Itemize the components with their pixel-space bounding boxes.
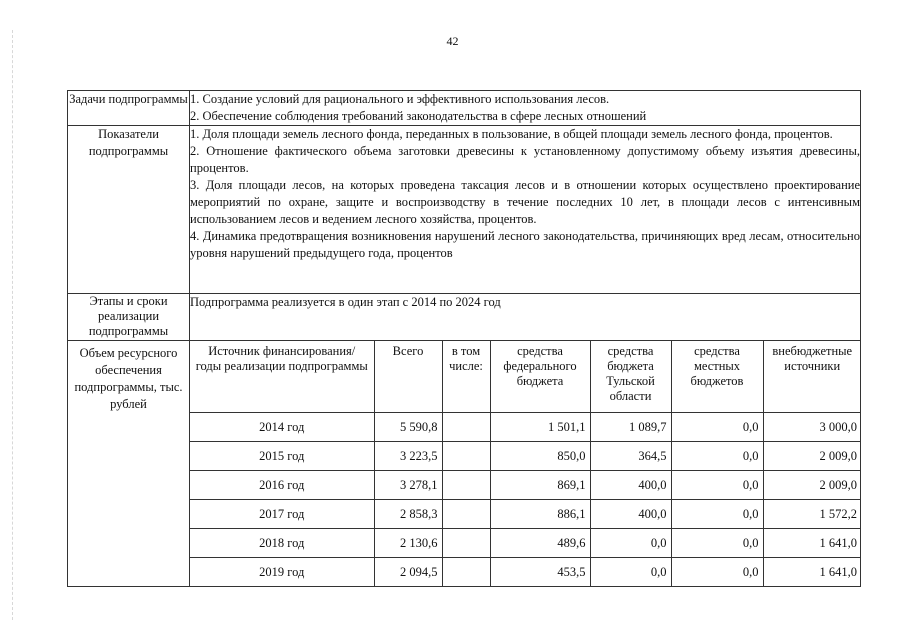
federal-value: 850,0 bbox=[490, 442, 590, 471]
task-item: 2. Обеспечение соблюдения требований законодательства в сфере лесных отношений bbox=[190, 109, 647, 123]
header-regional: средства бюджета Тульской области bbox=[590, 341, 671, 413]
page-margin-rule bbox=[12, 30, 13, 620]
subprogram-passport-table bbox=[67, 90, 861, 587]
indicators-label: Показатели подпрограммы bbox=[68, 126, 190, 294]
including-value bbox=[442, 442, 490, 471]
regional-value: 0,0 bbox=[590, 558, 671, 587]
page-number: 42 bbox=[446, 34, 459, 48]
including-value bbox=[442, 558, 490, 587]
funding-header-row bbox=[190, 341, 861, 413]
header-source: Источник финансирования/ годы реализации подпрограммы bbox=[190, 341, 374, 413]
funding-year-row bbox=[190, 558, 861, 587]
total-value: 2 858,3 bbox=[374, 500, 442, 529]
indicators-content bbox=[190, 126, 861, 294]
tasks-row bbox=[68, 91, 861, 126]
local-value: 0,0 bbox=[671, 471, 763, 500]
funding-year-row bbox=[190, 529, 861, 558]
header-extrabudgetary: внебюджетные источники bbox=[763, 341, 861, 413]
including-value bbox=[442, 529, 490, 558]
stages-content: Подпрограмма реализуется в один этап с 2014 по 2024 год bbox=[190, 294, 861, 341]
funding-year-row bbox=[190, 442, 861, 471]
year-label: 2014 год bbox=[190, 413, 374, 442]
federal-value: 489,6 bbox=[490, 529, 590, 558]
federal-value: 453,5 bbox=[490, 558, 590, 587]
funding-table bbox=[190, 341, 861, 586]
indicator-item: 4. Динамика предотвращения возникновения нарушений лесного законодательства, причиняющих вред лесам, относительно уровня нарушений предыдущего года, процентов bbox=[190, 229, 860, 260]
local-value: 0,0 bbox=[671, 442, 763, 471]
stages-label: Этапы и сроки реализации подпрограммы bbox=[68, 294, 190, 341]
including-value bbox=[442, 413, 490, 442]
total-value: 2 094,5 bbox=[374, 558, 442, 587]
federal-value: 886,1 bbox=[490, 500, 590, 529]
funding-row bbox=[68, 341, 861, 587]
stages-row bbox=[68, 294, 861, 341]
total-value: 2 130,6 bbox=[374, 529, 442, 558]
funding-label: Объем ресурсного обеспечения подпрограммы, тыс. рублей bbox=[68, 341, 190, 587]
funding-year-row bbox=[190, 413, 861, 442]
extrabudgetary-value: 1 641,0 bbox=[763, 558, 861, 587]
tasks-content bbox=[190, 91, 861, 126]
extrabudgetary-value: 2 009,0 bbox=[763, 471, 861, 500]
local-value: 0,0 bbox=[671, 413, 763, 442]
federal-value: 869,1 bbox=[490, 471, 590, 500]
header-federal: средства федерального бюджета bbox=[490, 341, 590, 413]
total-value: 5 590,8 bbox=[374, 413, 442, 442]
header-local: средства местных бюджетов bbox=[671, 341, 763, 413]
year-label: 2016 год bbox=[190, 471, 374, 500]
regional-value: 364,5 bbox=[590, 442, 671, 471]
funding-year-row bbox=[190, 500, 861, 529]
extrabudgetary-value: 1 572,2 bbox=[763, 500, 861, 529]
task-item: 1. Создание условий для рационального и эффективного использования лесов. bbox=[190, 92, 610, 106]
total-value: 3 278,1 bbox=[374, 471, 442, 500]
regional-value: 400,0 bbox=[590, 471, 671, 500]
regional-value: 0,0 bbox=[590, 529, 671, 558]
extrabudgetary-value: 3 000,0 bbox=[763, 413, 861, 442]
total-value: 3 223,5 bbox=[374, 442, 442, 471]
year-label: 2017 год bbox=[190, 500, 374, 529]
indicator-item: 2. Отношение фактического объема заготовки древесины к установленному допустимому объему изъятия древесины, процентов. bbox=[190, 144, 860, 175]
including-value bbox=[442, 471, 490, 500]
tasks-label: Задачи подпрограммы bbox=[68, 91, 190, 126]
indicator-item: 3. Доля площади лесов, на которых проведена таксация лесов и в отношении которых осуществлено проектирование мероприятий по охране, защите и воспроизводству в течение последних 10 лет, в площади лесов с интенсивным использованием лесов и ведением лесного хозяйства, процентов. bbox=[190, 178, 860, 226]
local-value: 0,0 bbox=[671, 529, 763, 558]
indicators-row bbox=[68, 126, 861, 294]
funding-year-row bbox=[190, 471, 861, 500]
header-including: в том числе: bbox=[442, 341, 490, 413]
year-label: 2018 год bbox=[190, 529, 374, 558]
regional-value: 1 089,7 bbox=[590, 413, 671, 442]
year-label: 2019 год bbox=[190, 558, 374, 587]
extrabudgetary-value: 1 641,0 bbox=[763, 529, 861, 558]
indicator-item: 1. Доля площади земель лесного фонда, переданных в пользование, в общей площади земель лесного фонда, процентов. bbox=[190, 127, 833, 141]
header-total: Всего bbox=[374, 341, 442, 413]
including-value bbox=[442, 500, 490, 529]
extrabudgetary-value: 2 009,0 bbox=[763, 442, 861, 471]
year-label: 2015 год bbox=[190, 442, 374, 471]
regional-value: 400,0 bbox=[590, 500, 671, 529]
local-value: 0,0 bbox=[671, 500, 763, 529]
funding-content bbox=[190, 341, 861, 587]
federal-value: 1 501,1 bbox=[490, 413, 590, 442]
local-value: 0,0 bbox=[671, 558, 763, 587]
